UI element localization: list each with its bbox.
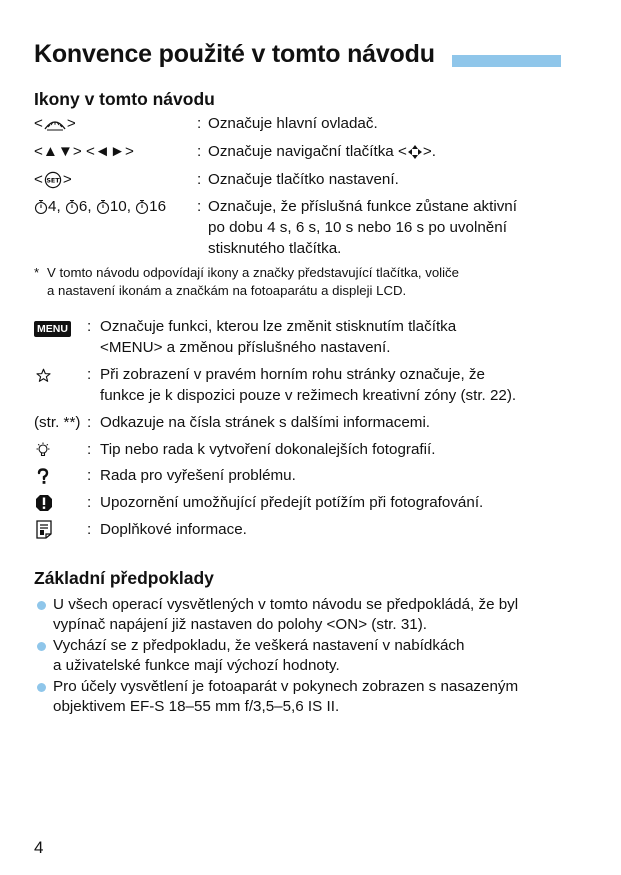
bullet-line: Vychází se z předpokladu, že veškerá nastavení v nabídkách xyxy=(53,637,465,654)
description-line: Označuje, že příslušná funkce zůstane aktivní xyxy=(208,198,517,215)
symbol-row-caution xyxy=(34,492,594,513)
timer-icons: 4, 6, 10, 16 xyxy=(34,196,166,217)
bullet-line: U všech operací vysvětlených v tomto návodu se předpokládá, že byl xyxy=(53,596,519,613)
bullet-line: Pro účely vysvětlení je fotoaparát v pokynech zobrazen s nasazeným xyxy=(53,678,519,695)
timer-4-label: 4 xyxy=(48,198,57,215)
memo-icon xyxy=(36,520,52,539)
bullet-dot xyxy=(37,642,46,651)
bracket-open: < xyxy=(34,171,43,188)
bullet-item xyxy=(37,677,597,717)
bracket-open: < xyxy=(34,115,43,132)
timer-10-label: 10 xyxy=(109,198,127,215)
main-dial-icon xyxy=(43,117,67,131)
svg-text:SET: SET xyxy=(46,176,60,185)
bullet-dot xyxy=(37,601,46,610)
colon: : xyxy=(197,198,202,215)
set-button-icon xyxy=(43,171,63,189)
description-line: po dobu 4 s, 6 s, 10 s nebo 16 s po uvolnění xyxy=(208,219,507,236)
description-text: Označuje navigační tlačítka < >. xyxy=(208,143,436,160)
menu-icon: MENU xyxy=(34,321,71,337)
symbol-row-tip xyxy=(34,439,594,460)
colon: : xyxy=(87,318,92,335)
page-ref-label: (str. **) xyxy=(34,414,81,431)
footnote-line: V tomto návodu odpovídají ikony a značky představující tlačítka, voliče xyxy=(47,265,459,280)
page-number: 4 xyxy=(34,838,44,857)
description-text: Tip nebo rada k vytvoření dokonalejších fotografií. xyxy=(100,441,436,458)
icon-row-set-button xyxy=(34,169,594,190)
description-text: Rada pro vyřešení problému. xyxy=(100,467,296,484)
timer-16-label: 16 xyxy=(149,198,167,215)
description-line: funkce je k dispozici pouze v režimech kreativní zóny (str. 22). xyxy=(100,387,517,404)
description-text: Doplňkové informace. xyxy=(100,521,247,538)
description-line: stisknutého tlačítka. xyxy=(208,240,342,257)
icon-row-main-dial xyxy=(34,113,594,134)
bracket-close: > xyxy=(62,171,72,188)
page-title: Konvence použité v tomto návodu xyxy=(34,40,435,68)
timer-icon xyxy=(34,199,48,215)
icons-heading: Ikony v tomto návodu xyxy=(34,89,215,109)
lightbulb-icon xyxy=(35,442,51,459)
description-line: Označuje funkci, kterou lze změnit stisknutím tlačítka xyxy=(100,318,457,335)
question-mark-icon xyxy=(37,468,49,485)
symbol-row-page-ref xyxy=(34,412,594,433)
star-icon xyxy=(36,368,51,383)
bracket-close: > xyxy=(66,115,76,132)
timer-icon xyxy=(135,199,149,215)
symbol-row-supplement xyxy=(34,519,594,540)
colon: : xyxy=(197,115,202,132)
bullet-line: a uživatelské funkce mají výchozí hodnoty. xyxy=(53,657,340,674)
timer-icon xyxy=(96,199,110,215)
bullet-item xyxy=(37,595,597,635)
bullet-item xyxy=(37,636,597,676)
description-text: Označuje hlavní ovladač. xyxy=(208,115,378,132)
timer-6-label: 6 xyxy=(78,198,88,215)
colon: : xyxy=(87,414,92,431)
cross-keys-label: <▲▼> <◄►> xyxy=(34,143,134,160)
colon: : xyxy=(87,366,92,383)
bullet-line: objektivem EF-S 18–55 mm f/3,5–5,6 IS II. xyxy=(53,698,340,715)
colon: : xyxy=(87,521,92,538)
colon: : xyxy=(87,494,92,511)
colon: : xyxy=(197,143,202,160)
description-text: Odkazuje na čísla stránek s dalšími informacemi. xyxy=(100,414,431,431)
colon: : xyxy=(197,171,202,188)
description-line: <MENU> a změnou příslušného nastavení. xyxy=(100,339,391,356)
timer-icon xyxy=(65,199,79,215)
colon: : xyxy=(87,467,92,484)
footnote-line: a nastavení ikonám a značkám na fotoaparátu a displeji LCD. xyxy=(47,283,407,298)
bullet-line: vypínač napájení již nastaven do polohy <ON> (str. 31). xyxy=(53,616,427,633)
icon-row-cross-keys xyxy=(34,141,594,162)
title-accent-bar xyxy=(452,55,561,67)
symbol-row-trouble xyxy=(34,465,594,486)
cross-keys-icon xyxy=(407,144,423,160)
symbol-row-menu xyxy=(34,316,594,358)
basics-heading: Základní předpoklady xyxy=(34,568,214,588)
bullet-dot xyxy=(37,683,46,692)
footnote-asterisk: * xyxy=(34,265,40,280)
description-text: Označuje tlačítko nastavení. xyxy=(208,171,399,188)
symbol-row-star xyxy=(34,364,594,406)
footnote xyxy=(34,264,594,300)
icon-row-timers xyxy=(34,196,594,259)
colon: : xyxy=(87,441,92,458)
description-line: Při zobrazení v pravém horním rohu stránky označuje, že xyxy=(100,366,485,383)
caution-icon xyxy=(35,494,53,512)
description-text: Upozornění umožňující předejít potížím při fotografování. xyxy=(100,494,484,511)
